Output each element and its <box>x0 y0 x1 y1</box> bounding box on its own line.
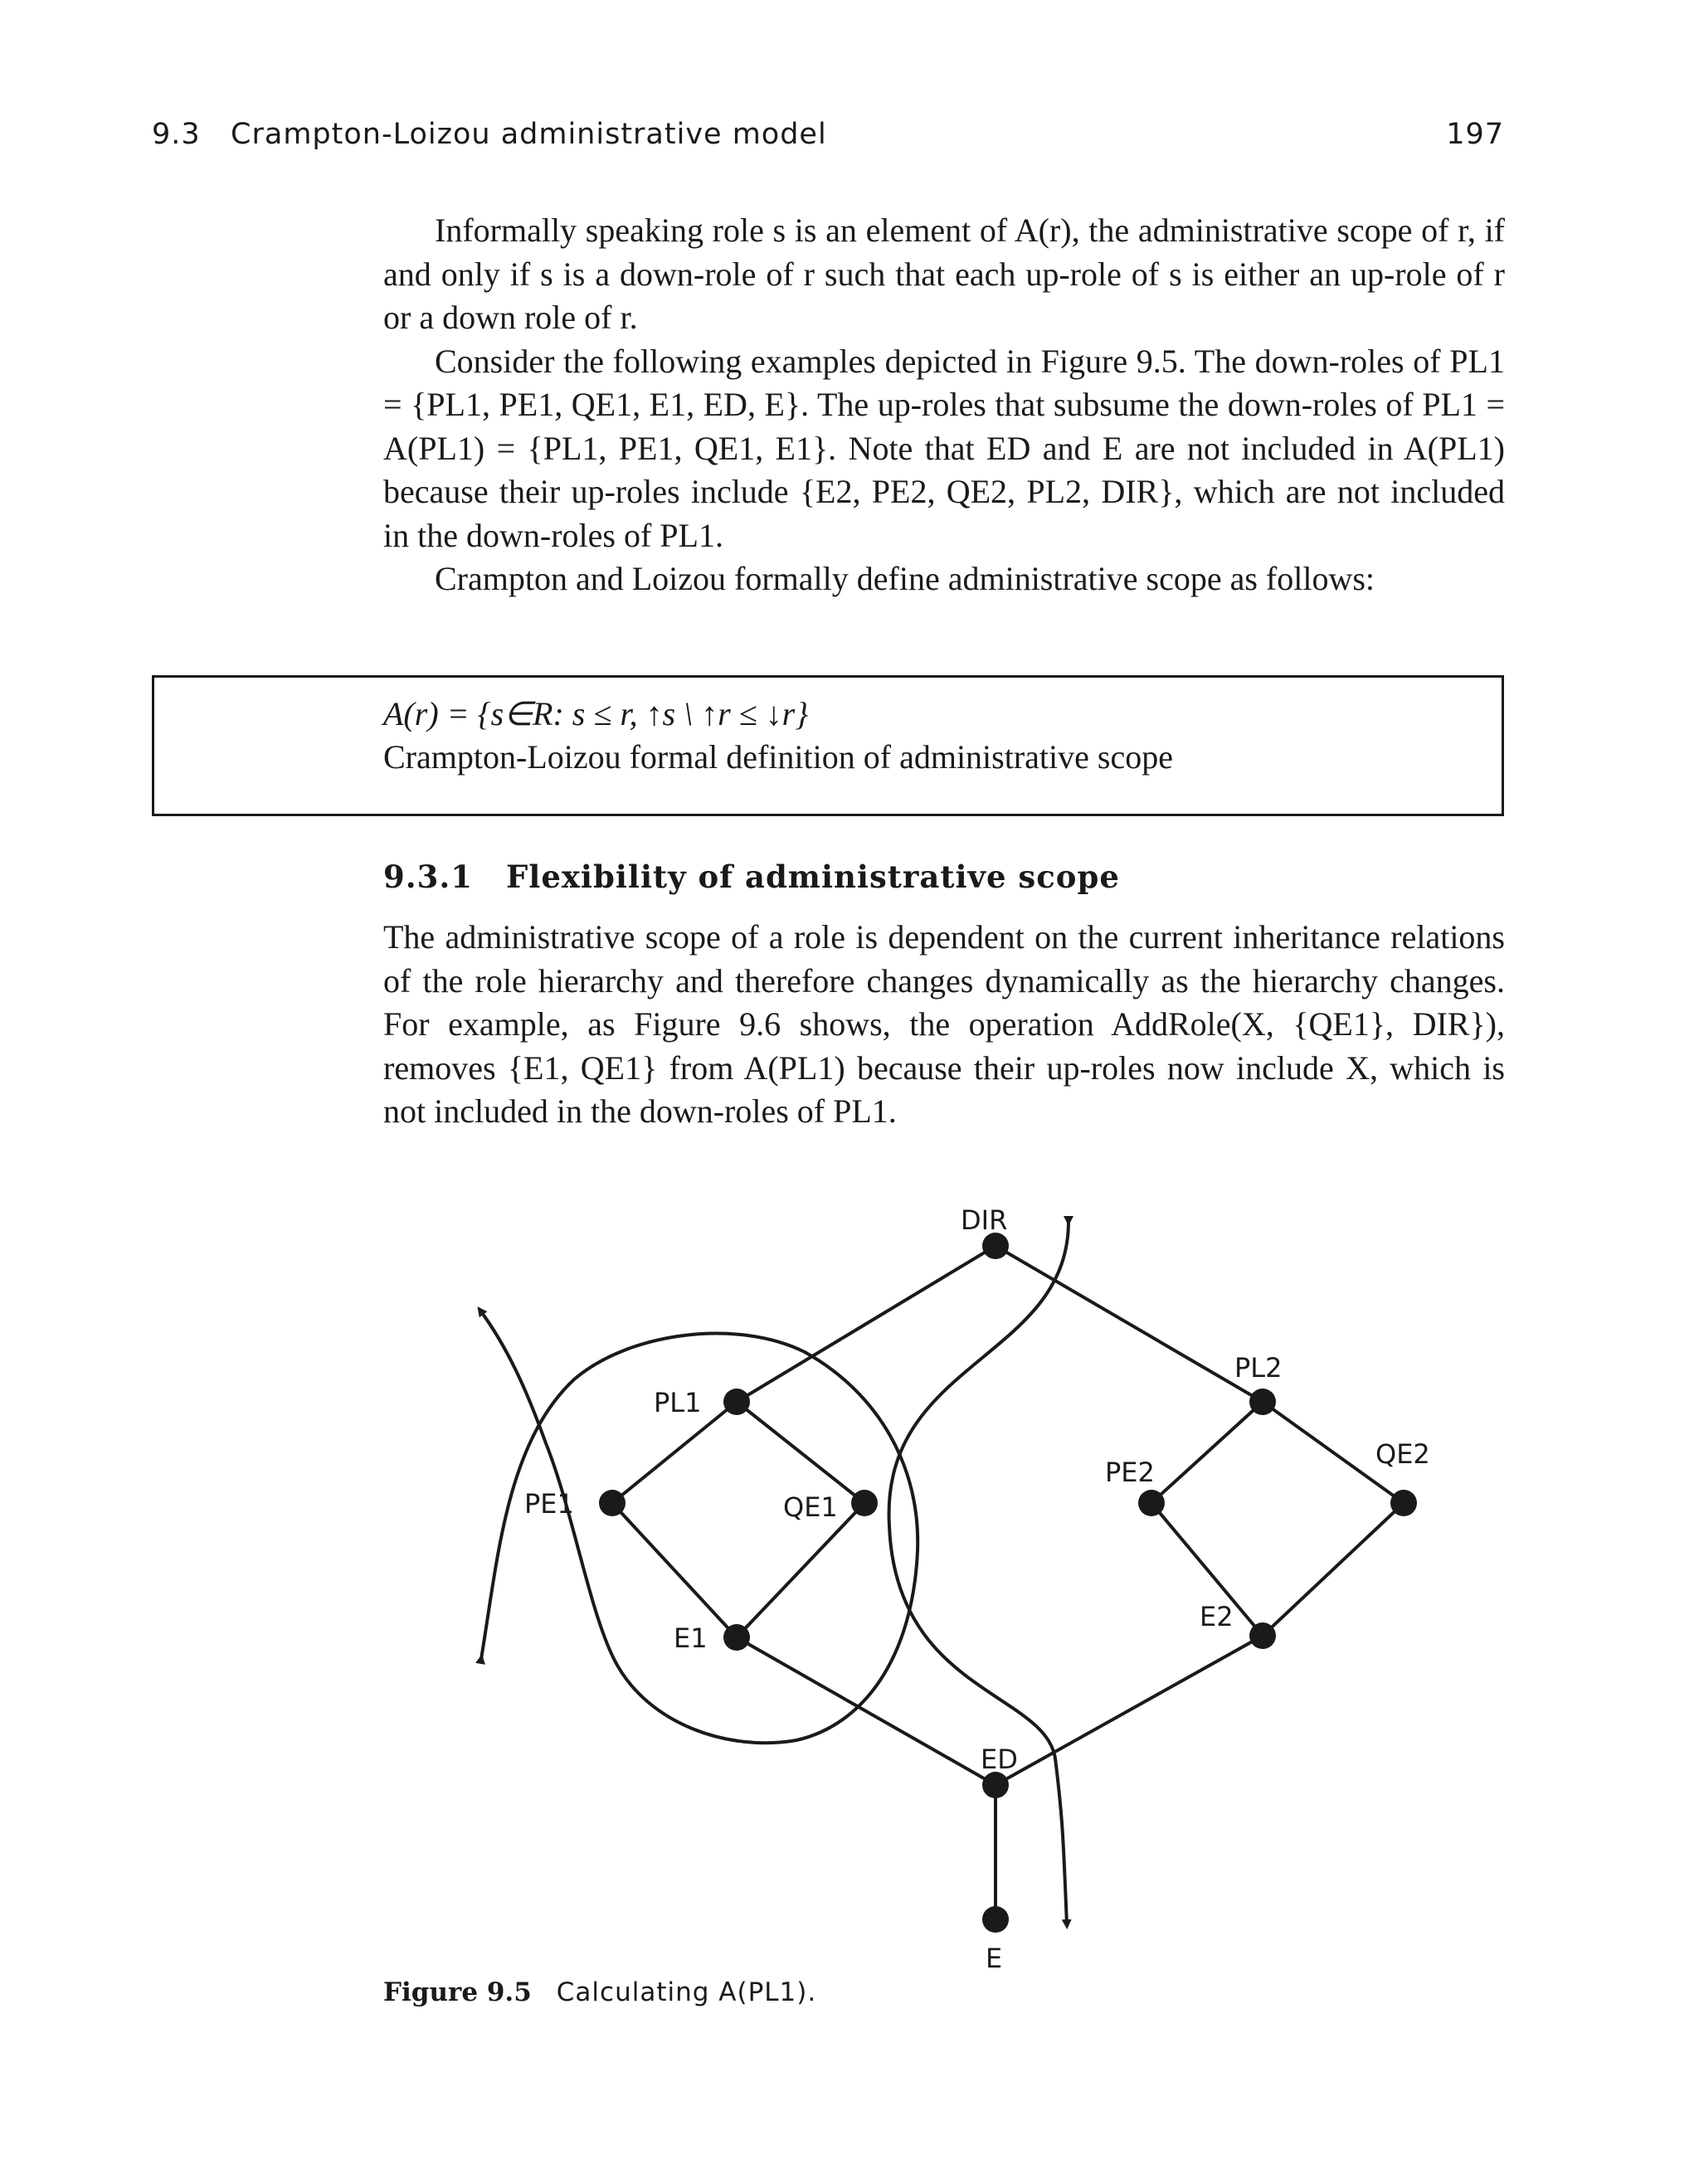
node-qe2 <box>1390 1490 1417 1516</box>
edge-qe2-e2 <box>1263 1503 1404 1636</box>
label-ed: ED <box>981 1744 1018 1775</box>
definition-caption: Crampton-Loizou formal definition of administrative scope <box>383 738 1173 776</box>
figure-caption <box>383 1977 816 2007</box>
figure-caption-label: Figure 9.5 <box>383 1977 532 2007</box>
edge-e2-ed <box>996 1636 1263 1785</box>
node-ed <box>982 1772 1009 1798</box>
node-pe2 <box>1138 1490 1165 1516</box>
label-pe2: PE2 <box>1105 1457 1155 1488</box>
paragraph-examples: Consider the following examples depicted in Figure 9.5. The down-roles of PL1 = {PL1, PE1, QE1, E1, ED, E}. The up-roles that subsume the down-roles of PL1 = A(PL1) = {PL1, PE1, QE1, E1}. Note that ED and E are not included in A(PL1) because their up-roles include {E2, PE2, QE2, PL2, DIR}, which are not included in the down-roles of PL1. <box>383 342 1505 554</box>
node-e <box>982 1906 1009 1933</box>
edge-dir-pl2 <box>996 1246 1263 1402</box>
figure-caption-text: Calculating A(PL1). <box>556 1977 817 2007</box>
subsection-title: Flexibility of administrative scope <box>506 859 1120 895</box>
label-qe2: QE2 <box>1375 1438 1430 1470</box>
running-head <box>152 118 1504 159</box>
node-qe1 <box>851 1490 878 1516</box>
edge-qe1-e1 <box>737 1503 864 1637</box>
node-pl2 <box>1249 1389 1276 1415</box>
page-number: 197 <box>1446 118 1504 151</box>
label-e2: E2 <box>1200 1601 1234 1632</box>
node-pl1 <box>723 1389 750 1415</box>
label-dir: DIR <box>961 1204 1008 1236</box>
scope-boundary-curve <box>480 1311 918 1743</box>
edge-pl1-qe1 <box>737 1402 864 1503</box>
paragraph-formal-intro: Crampton and Loizou formally define administrative scope as follows: <box>435 560 1375 597</box>
edge-pe1-e1 <box>612 1503 737 1637</box>
label-e1: E1 <box>674 1622 708 1654</box>
node-e2 <box>1249 1622 1276 1649</box>
edge-pl2-pe2 <box>1151 1402 1263 1503</box>
definition-box <box>152 675 1504 816</box>
section-title: 9.3 Crampton-Loizou administrative model <box>152 118 827 151</box>
intro-text <box>383 209 1505 601</box>
label-qe1: QE1 <box>783 1491 838 1523</box>
label-pe1: PE1 <box>524 1488 574 1520</box>
definition-formula: A(r) = {s∈R: s ≤ r, ↑s \ ↑r ≤ ↓r} <box>383 695 809 732</box>
node-dir <box>982 1233 1009 1259</box>
subsection-number: 9.3.1 <box>383 859 473 895</box>
label-pl1: PL1 <box>654 1387 702 1418</box>
edge-e1-ed <box>737 1637 996 1785</box>
paragraph-scope-informal: Informally speaking role s is an element of A(r), the administrative scope of r, if and only if s is a down-role of r such that each up-role of s is either an up-role of r or a down role of r. <box>383 212 1505 336</box>
paragraph-flexibility: The administrative scope of a role is dependent on the current inheritance relations of the role hierarchy and therefore changes dynamically as the hierarchy changes. For example, as Figure 9.6 shows, the operation AddRole(X, {QE1}, DIR}), removes {E1, QE1} from A(PL1) because their up-roles now include X, which is not included in the down-roles of PL1. <box>383 918 1505 1130</box>
subsection-heading <box>383 859 1120 895</box>
subsection-text <box>383 916 1505 1134</box>
node-e1 <box>723 1624 750 1651</box>
role-hierarchy-figure <box>448 1194 1477 1974</box>
label-pl2: PL2 <box>1234 1352 1283 1384</box>
label-e: E <box>986 1943 1003 1974</box>
node-pe1 <box>599 1490 626 1516</box>
